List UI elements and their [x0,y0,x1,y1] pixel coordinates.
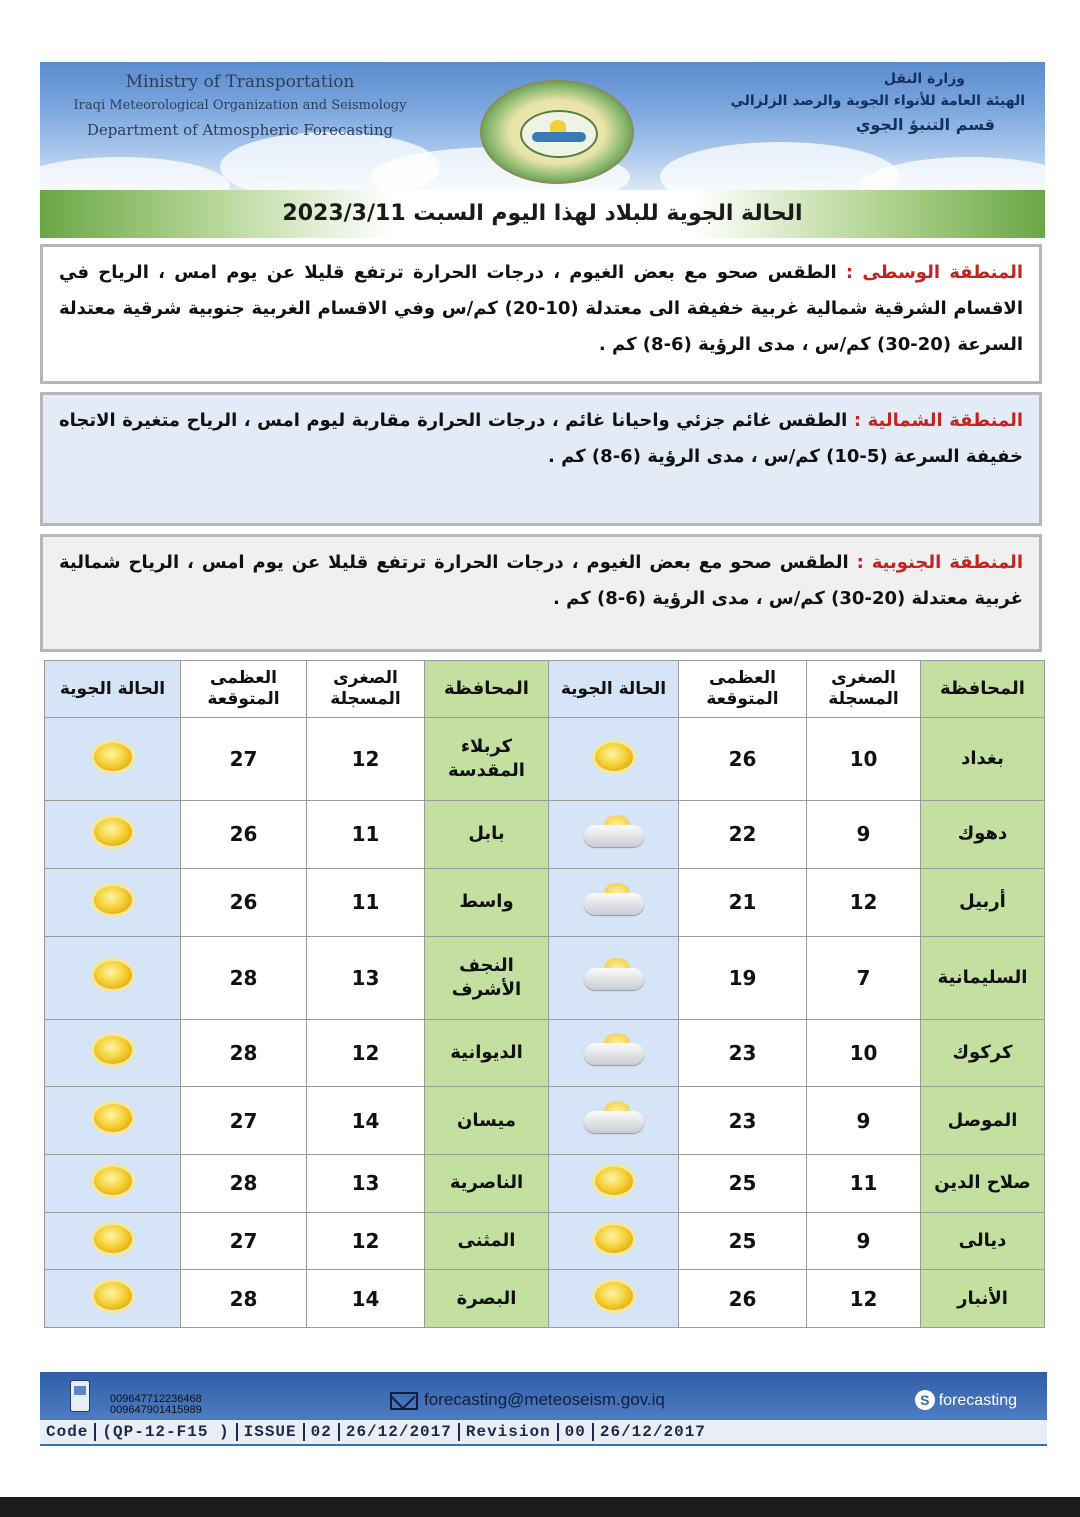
sun-icon [595,743,633,771]
phone-contact [70,1378,310,1420]
phone-number-2: 009647901415989 [110,1404,202,1416]
sun-icon [94,743,132,771]
sun-icon [595,1225,633,1253]
mail-icon [390,1392,418,1410]
region-south-text: الطقس صحو مع بعض الغيوم ، درجات الحرارة ترتفع قليلا عن يوم امس ، الرياح شمالية غربية معتدلة (20-30) كم/س ، مدى الرؤية (6-8) كم . [59,552,1023,609]
skype-handle: forecasting [938,1392,1017,1409]
province-name: النجف الأشرف [425,936,549,1019]
table-row [45,1270,1045,1328]
province-name: الديوانية [425,1019,549,1087]
sun-icon [94,961,132,989]
region-south-name: المنطقة الجنوبية : [856,552,1023,573]
region-central-name: المنطقة الوسطى : [845,262,1023,283]
province-name: السليمانية [921,936,1045,1019]
header-max-right: العظمى المتوقعة [679,661,807,718]
max-temp: 27 [181,718,307,801]
province-name: المثنى [425,1212,549,1270]
weather-condition [45,1270,181,1328]
code-value: (QP-12-F15 ) [96,1423,237,1441]
ministry-name-arabic [725,68,1025,138]
sun-icon [94,818,132,846]
sun-icon [94,886,132,914]
province-name: واسط [425,868,549,936]
min-temp: 12 [307,718,425,801]
weather-condition [549,1270,679,1328]
max-temp: 26 [181,868,307,936]
revision-label: Revision [460,1423,559,1441]
issue-label: ISSUE [238,1423,305,1441]
max-temp: 27 [181,1087,307,1155]
header-max-left: العظمى المتوقعة [181,661,307,718]
max-temp: 25 [679,1155,807,1213]
province-name: ميسان [425,1087,549,1155]
max-temp: 19 [679,936,807,1019]
header-weather-left: الحالة الجوية [45,661,181,718]
min-temp: 12 [307,1019,425,1087]
phone-number-1: 009647712236468 [110,1393,202,1405]
province-name: كربلاء المقدسة [425,718,549,801]
ministry-name-english [60,70,420,142]
region-south [40,534,1042,652]
max-temp: 28 [181,1019,307,1087]
header-min-left: الصغرى المسجلة [307,661,425,718]
skype-icon: S [915,1390,935,1410]
province-name: بابل [425,801,549,869]
header-province-left: المحافظة [425,661,549,718]
weather-condition [45,936,181,1019]
sun-icon [94,1282,132,1310]
weather-condition [549,1212,679,1270]
weather-condition [549,801,679,869]
province-name: الموصل [921,1087,1045,1155]
max-temp: 26 [679,718,807,801]
table-row [45,1212,1045,1270]
region-central [40,244,1042,384]
min-temp: 9 [807,1212,921,1270]
header-weather-right: الحالة الجوية [549,661,679,718]
region-north-name: المنطقة الشمالية : [853,410,1023,431]
bulletin-title: الحالة الجوية للبلاد لهذا اليوم السبت 2023/3/11 [40,190,1045,238]
max-temp: 25 [679,1212,807,1270]
phone-numbers [110,1394,202,1416]
min-temp: 12 [307,1212,425,1270]
sun-icon [94,1167,132,1195]
logo-emblem [520,110,598,158]
max-temp: 26 [181,801,307,869]
partly-cloudy-icon [582,958,646,992]
organization-logo [480,80,634,184]
sun-icon [94,1036,132,1064]
partly-cloudy-icon [582,1101,646,1135]
weather-condition [549,1087,679,1155]
weather-condition [549,1019,679,1087]
table-row [45,1087,1045,1155]
arabic-line-department: قسم التنبؤ الجوي [855,115,995,134]
header-province-right: المحافظة [921,661,1045,718]
weather-condition [549,718,679,801]
weather-condition [45,1087,181,1155]
logo-sun-icon [550,120,566,132]
english-line-organization: Iraqi Meteorological Organization and Seismology [73,98,407,113]
min-temp: 10 [807,1019,921,1087]
max-temp: 28 [181,936,307,1019]
min-temp: 7 [807,936,921,1019]
sun-icon [595,1167,633,1195]
max-temp: 22 [679,801,807,869]
min-temp: 13 [307,936,425,1019]
partly-cloudy-icon [582,883,646,917]
sun-icon [94,1104,132,1132]
revision-number: 00 [559,1423,594,1441]
min-temp: 12 [807,868,921,936]
table-row [45,718,1045,801]
weather-condition [549,868,679,936]
weather-condition [45,1019,181,1087]
table-row [45,1019,1045,1087]
min-temp: 13 [307,1155,425,1213]
province-name: صلاح الدين [921,1155,1045,1213]
max-temp: 21 [679,868,807,936]
min-temp: 11 [307,801,425,869]
footer [40,1372,1047,1446]
max-temp: 27 [181,1212,307,1270]
table-row [45,868,1045,936]
province-name: الناصرية [425,1155,549,1213]
province-name: ديالى [921,1212,1045,1270]
arabic-line-organization: الهيئة العامة للأنواء الجوية والرصد الزلزالي [730,93,1025,109]
forecast-table [44,660,1045,1328]
region-north-text: الطقس غائم جزئي واحيانا غائم ، درجات الحرارة مقاربة ليوم امس ، الرياح متغيرة الاتجاه خفيفة السرعة (5-10) كم/س ، مدى الرؤية (6-8) كم . [59,410,1023,467]
partly-cloudy-icon [582,815,646,849]
max-temp: 26 [679,1270,807,1328]
sun-icon [595,1282,633,1310]
email-link[interactable]: forecasting@meteoseism.gov.iq [424,1390,665,1409]
header-banner [40,62,1045,190]
weather-condition [45,1155,181,1213]
arabic-line-ministry: وزارة النقل [883,71,965,87]
sun-icon [94,1225,132,1253]
max-temp: 28 [181,1270,307,1328]
english-line-ministry: Ministry of Transportation [125,72,355,92]
revision-date: 26/12/2017 [599,1423,706,1441]
table-header-row [45,661,1045,718]
province-name: كركوك [921,1019,1045,1087]
partly-cloudy-icon [582,1033,646,1067]
province-name: دهوك [921,801,1045,869]
province-name: البصرة [425,1270,549,1328]
table-row [45,1155,1045,1213]
min-temp: 14 [307,1087,425,1155]
min-temp: 9 [807,801,921,869]
province-name: الأنبار [921,1270,1045,1328]
min-temp: 10 [807,718,921,801]
issue-number: 02 [305,1423,340,1441]
max-temp: 28 [181,1155,307,1213]
bottom-strip [0,1497,1080,1517]
weather-condition [45,1212,181,1270]
table-row [45,936,1045,1019]
min-temp: 11 [807,1155,921,1213]
min-temp: 9 [807,1087,921,1155]
phone-icon [70,1380,90,1412]
code-label: Code [40,1423,96,1441]
english-line-department: Department of Atmospheric Forecasting [86,121,394,139]
issue-date: 26/12/2017 [340,1423,460,1441]
weather-condition [549,936,679,1019]
weather-condition [45,868,181,936]
document-code-bar [40,1420,1047,1444]
max-temp: 23 [679,1087,807,1155]
region-central-text: الطقس صحو مع بعض الغيوم ، درجات الحرارة ترتفع قليلا عن يوم امس ، الرياح في الاقسام الشرقية شمالية غربية خفيفة الى معتدلة (10-20) كم/س وفي الاقسام الغربية جنوبية شرقية معتدلة السرعة (20-30) كم/س ، مدى الرؤية (6-8) كم . [59,262,1023,355]
min-temp: 11 [307,868,425,936]
weather-condition [45,718,181,801]
header-min-right: الصغرى المسجلة [807,661,921,718]
email-contact [390,1390,665,1416]
max-temp: 23 [679,1019,807,1087]
weather-condition [45,801,181,869]
province-name: بغداد [921,718,1045,801]
min-temp: 12 [807,1270,921,1328]
logo-wave-icon [532,132,586,142]
region-north [40,392,1042,526]
skype-contact [915,1390,1017,1410]
table-row [45,801,1045,869]
min-temp: 14 [307,1270,425,1328]
province-name: أربيل [921,868,1045,936]
forecast-table-body [45,718,1045,1328]
weather-condition [549,1155,679,1213]
